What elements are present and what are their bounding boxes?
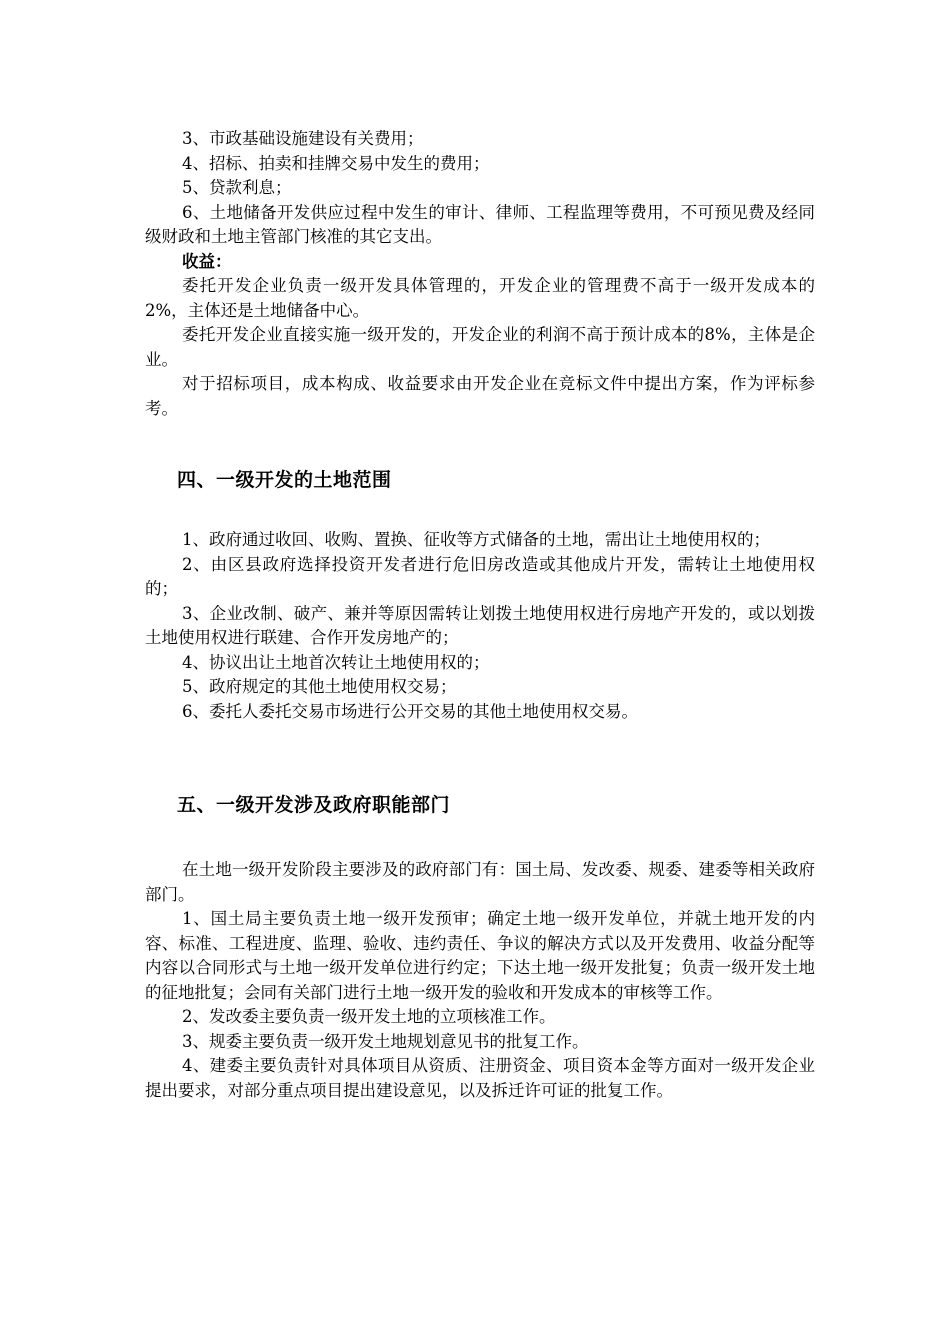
section-5-heading: 五、一级开发涉及政府职能部门 xyxy=(177,794,451,816)
section-4-heading: 四、一级开发的土地范围 xyxy=(177,469,392,491)
land-scope-item-2: 2、由区县政府选择投资开发者进行危旧房改造或其他成片开发，需转让土地使用权的； xyxy=(145,554,815,598)
income-paragraph-tender: 对于招标项目，成本构成、收益要求由开发企业在竞标文件中提出方案，作为评标参考。 xyxy=(145,374,815,418)
land-scope-item-4: 4、协议出让土地首次转让土地使用权的； xyxy=(182,652,490,672)
income-paragraph-management: 委托开发企业负责一级开发具体管理的，开发企业的管理费不高于一级开发成本的2%，主体还是土地储备中心。 xyxy=(145,276,815,320)
departments-intro: 在土地一级开发阶段主要涉及的政府部门有：国土局、发改委、规委、建委等相关政府部门。 xyxy=(145,860,815,904)
department-item-planning: 3、规委主要负责一级开发土地规划意见书的批复工作。 xyxy=(182,1031,589,1051)
department-item-construction: 4、建委主要负责针对具体项目从资质、注册资金、项目资本金等方面对一级开发企业提出要求，对部分重点项目提出建设意见，以及拆迁许可证的批复工作。 xyxy=(145,1056,815,1100)
section-5-body xyxy=(145,858,815,1103)
land-scope-item-6: 6、委托人委托交易市场进行公开交易的其他土地使用权交易。 xyxy=(182,701,638,721)
land-scope-item-3: 3、企业改制、破产、兼并等原因需转让划拨土地使用权进行房地产开发的，或以划拨土地使用权进行联建、合作开发房地产的； xyxy=(145,603,815,647)
cost-item-6: 6、土地储备开发供应过程中发生的审计、律师、工程监理等费用，不可预见费及经同级财政和土地主管部门核准的其它支出。 xyxy=(145,202,815,246)
cost-item-3: 3、市政基础设施建设有关费用； xyxy=(182,129,424,148)
department-item-land-bureau: 1、国土局主要负责土地一级开发预审；确定土地一级开发单位，并就土地开发的内容、标准、工程进度、监理、验收、违约责任、争议的解决方式以及开发费用、收益分配等内容以合同形式与土地一级开发单位进行约定；下达土地一级开发批复；负责一级开发土地的征地批复；会同有关部门进行土地一级开发的验收和开发成本的审核等工作。 xyxy=(145,909,815,1002)
cost-items-block xyxy=(145,127,815,421)
cost-item-4: 4、招标、拍卖和挂牌交易中发生的费用； xyxy=(182,153,490,173)
land-scope-item-5: 5、政府规定的其他土地使用权交易； xyxy=(182,677,457,696)
land-scope-item-1: 1、政府通过收回、收购、置换、征收等方式储备的土地，需出让土地使用权的； xyxy=(182,530,770,549)
section-4-body xyxy=(145,528,815,724)
department-item-ndrc: 2、发改委主要负责一级开发土地的立项核准工作。 xyxy=(182,1007,556,1026)
income-label: 收益： xyxy=(182,251,232,271)
cost-item-5: 5、贷款利息； xyxy=(182,178,292,197)
income-paragraph-direct: 委托开发企业直接实施一级开发的，开发企业的利润不高于预计成本的8%，主体是企业。 xyxy=(145,325,815,369)
